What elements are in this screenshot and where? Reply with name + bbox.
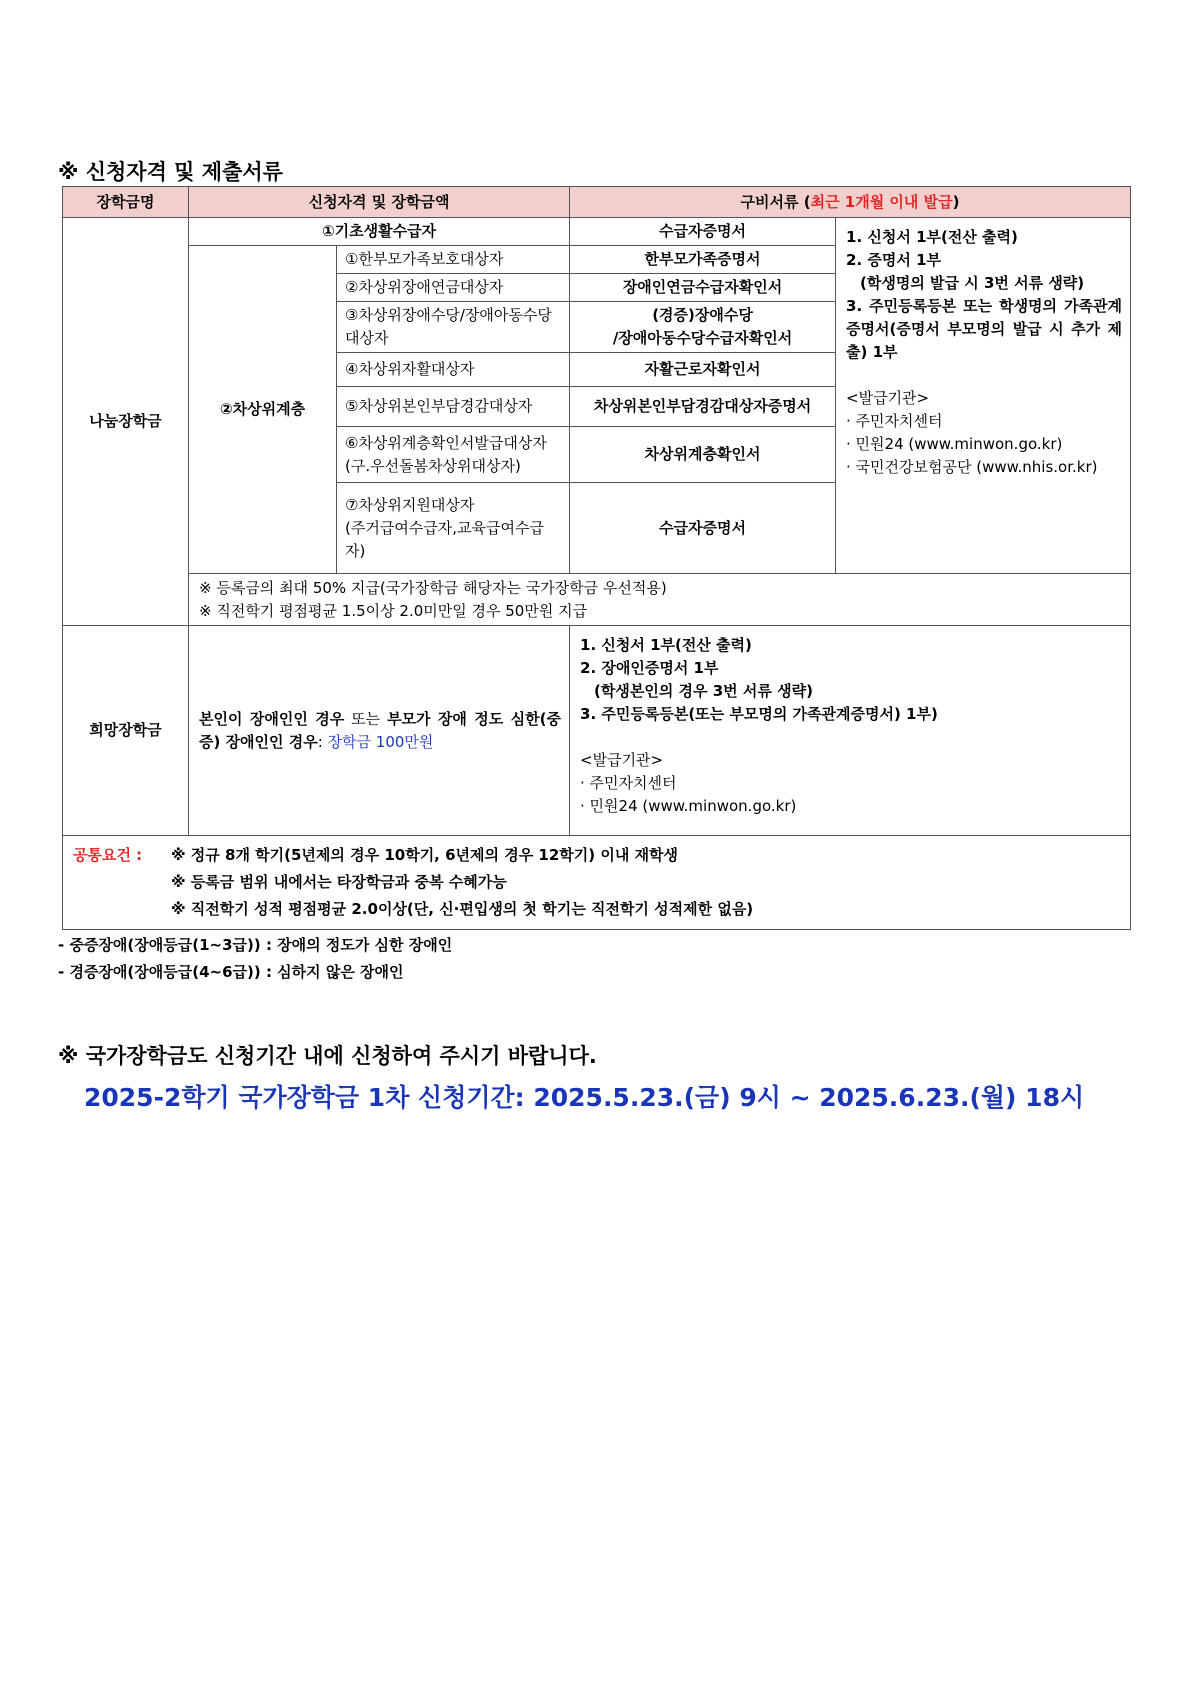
doc-sub-item: 장애인연금수급자확인서: [570, 274, 836, 302]
scholarship-name-nanum: 나눔장학금: [63, 218, 189, 626]
table-row: [63, 574, 1131, 626]
table-row: [63, 836, 1131, 930]
qual-sub-item: ⑤차상위본인부담경감대상자: [337, 387, 570, 427]
footnotes: [58, 932, 452, 986]
header-required-docs: 구비서류 (최근 1개월 이내 발급): [570, 187, 1131, 218]
common-requirements: [63, 836, 1131, 930]
common-item: ※ 정규 8개 학기(5년제의 경우 10학기, 6년제의 경우 12학기) 이내 재학생: [171, 846, 679, 864]
qual-sub-item: ①한부모가족보호대상자: [337, 246, 570, 274]
recent-issue-note: 최근 1개월 이내 발급: [810, 192, 953, 211]
section-title: ※ 신청자격 및 제출서류: [58, 160, 283, 184]
table-row: [63, 218, 1131, 246]
nanum-note: ※ 직전학기 평점평균 1.5이상 2.0미만일 경우 50만원 지급: [199, 601, 588, 620]
hope-required-docs: 1. 신청서 1부(전산 출력) 2. 장애인증명서 1부 (학생본인의 경우 3번 서류 생략) 3. 주민등록등본(또는 부모명의 가족관계증명서) 1부) <발급기관> · 주민자치센터 · 민원24 (www.minwon.go.kr): [570, 626, 1131, 836]
doc-sub-item: 차상위계층확인서: [570, 427, 836, 483]
common-item: ※ 등록금 범위 내에서는 타장학금과 중복 수혜가능: [171, 873, 507, 891]
footnote: - 경증장애(장애등급(4~6급)) : 심하지 않은 장애인: [58, 963, 404, 981]
doc-basic-recipient: 수급자증명서: [570, 218, 836, 246]
doc-sub-item: 한부모가족증명서: [570, 246, 836, 274]
footnote: - 중증장애(장애등급(1~3급)) : 장애의 정도가 심한 장애인: [58, 936, 453, 954]
table-header-row: [63, 187, 1131, 218]
table-row: [63, 626, 1131, 836]
scholarship-table: [62, 186, 1131, 930]
nanum-note: ※ 등록금의 최대 50% 지급(국가장학금 해당자는 국가장학금 우선적용): [199, 578, 667, 597]
qual-sub-item: ④차상위자활대상자: [337, 353, 570, 387]
qual-sub-item: ⑥차상위계층확인서발급대상자(구.우선돌봄차상위대상자): [337, 427, 570, 483]
national-scholarship-notice: ※ 국가장학금도 신청기간 내에 신청하여 주시기 바랍니다.: [58, 1044, 597, 1068]
header-scholarship-name: 장학금명: [63, 187, 189, 218]
common-item: ※ 직전학기 성적 평점평균 2.0이상(단, 신·편입생의 첫 학기는 직전학기 성적제한 없음): [171, 900, 754, 918]
hope-amount: 장학금 100만원: [327, 732, 434, 751]
qual-hope: 본인이 장애인인 경우 또는 부모가 장애 정도 심한(중증) 장애인인 경우: 장학금 100만원: [189, 626, 570, 836]
qual-basic-recipient: ①기초생활수급자: [189, 218, 570, 246]
application-period: 2025-2학기 국가장학금 1차 신청기간: 2025.5.23.(금) 9시 ~ 2025.6.23.(월) 18시: [84, 1083, 1085, 1112]
qual-sub-item: ③차상위장애수당/장애아동수당대상자: [337, 302, 570, 353]
common-label: 공통요건 :: [73, 846, 143, 864]
scholarship-name-hope: 희망장학금: [63, 626, 189, 836]
qual-sub-item: ⑦차상위지원대상자 (주거급여수급자,교육급여수급자): [337, 483, 570, 574]
qual-near-poor: ②차상위계층: [189, 246, 337, 574]
doc-sub-item: 자활근로자확인서: [570, 353, 836, 387]
doc-sub-item: (경증)장애수당 /장애아동수당수급자확인서: [570, 302, 836, 353]
qual-sub-item: ②차상위장애연금대상자: [337, 274, 570, 302]
nanum-notes: [189, 574, 1131, 626]
doc-sub-item: 수급자증명서: [570, 483, 836, 574]
doc-sub-item: 차상위본인부담경감대상자증명서: [570, 387, 836, 427]
nanum-required-docs: 1. 신청서 1부(전산 출력) 2. 증명서 1부 (학생명의 발급 시 3번 서류 생략) 3. 주민등록등본 또는 학생명의 가족관계증명서(증명서 부모명의 발급 시 추가 제출) 1부 <발급기관> · 주민자치센터 · 민원24 (www.minwon.go.kr) · 국민건강보험공단 (www.nhis.or.kr): [836, 218, 1131, 574]
header-qualification: 신청자격 및 장학금액: [189, 187, 570, 218]
